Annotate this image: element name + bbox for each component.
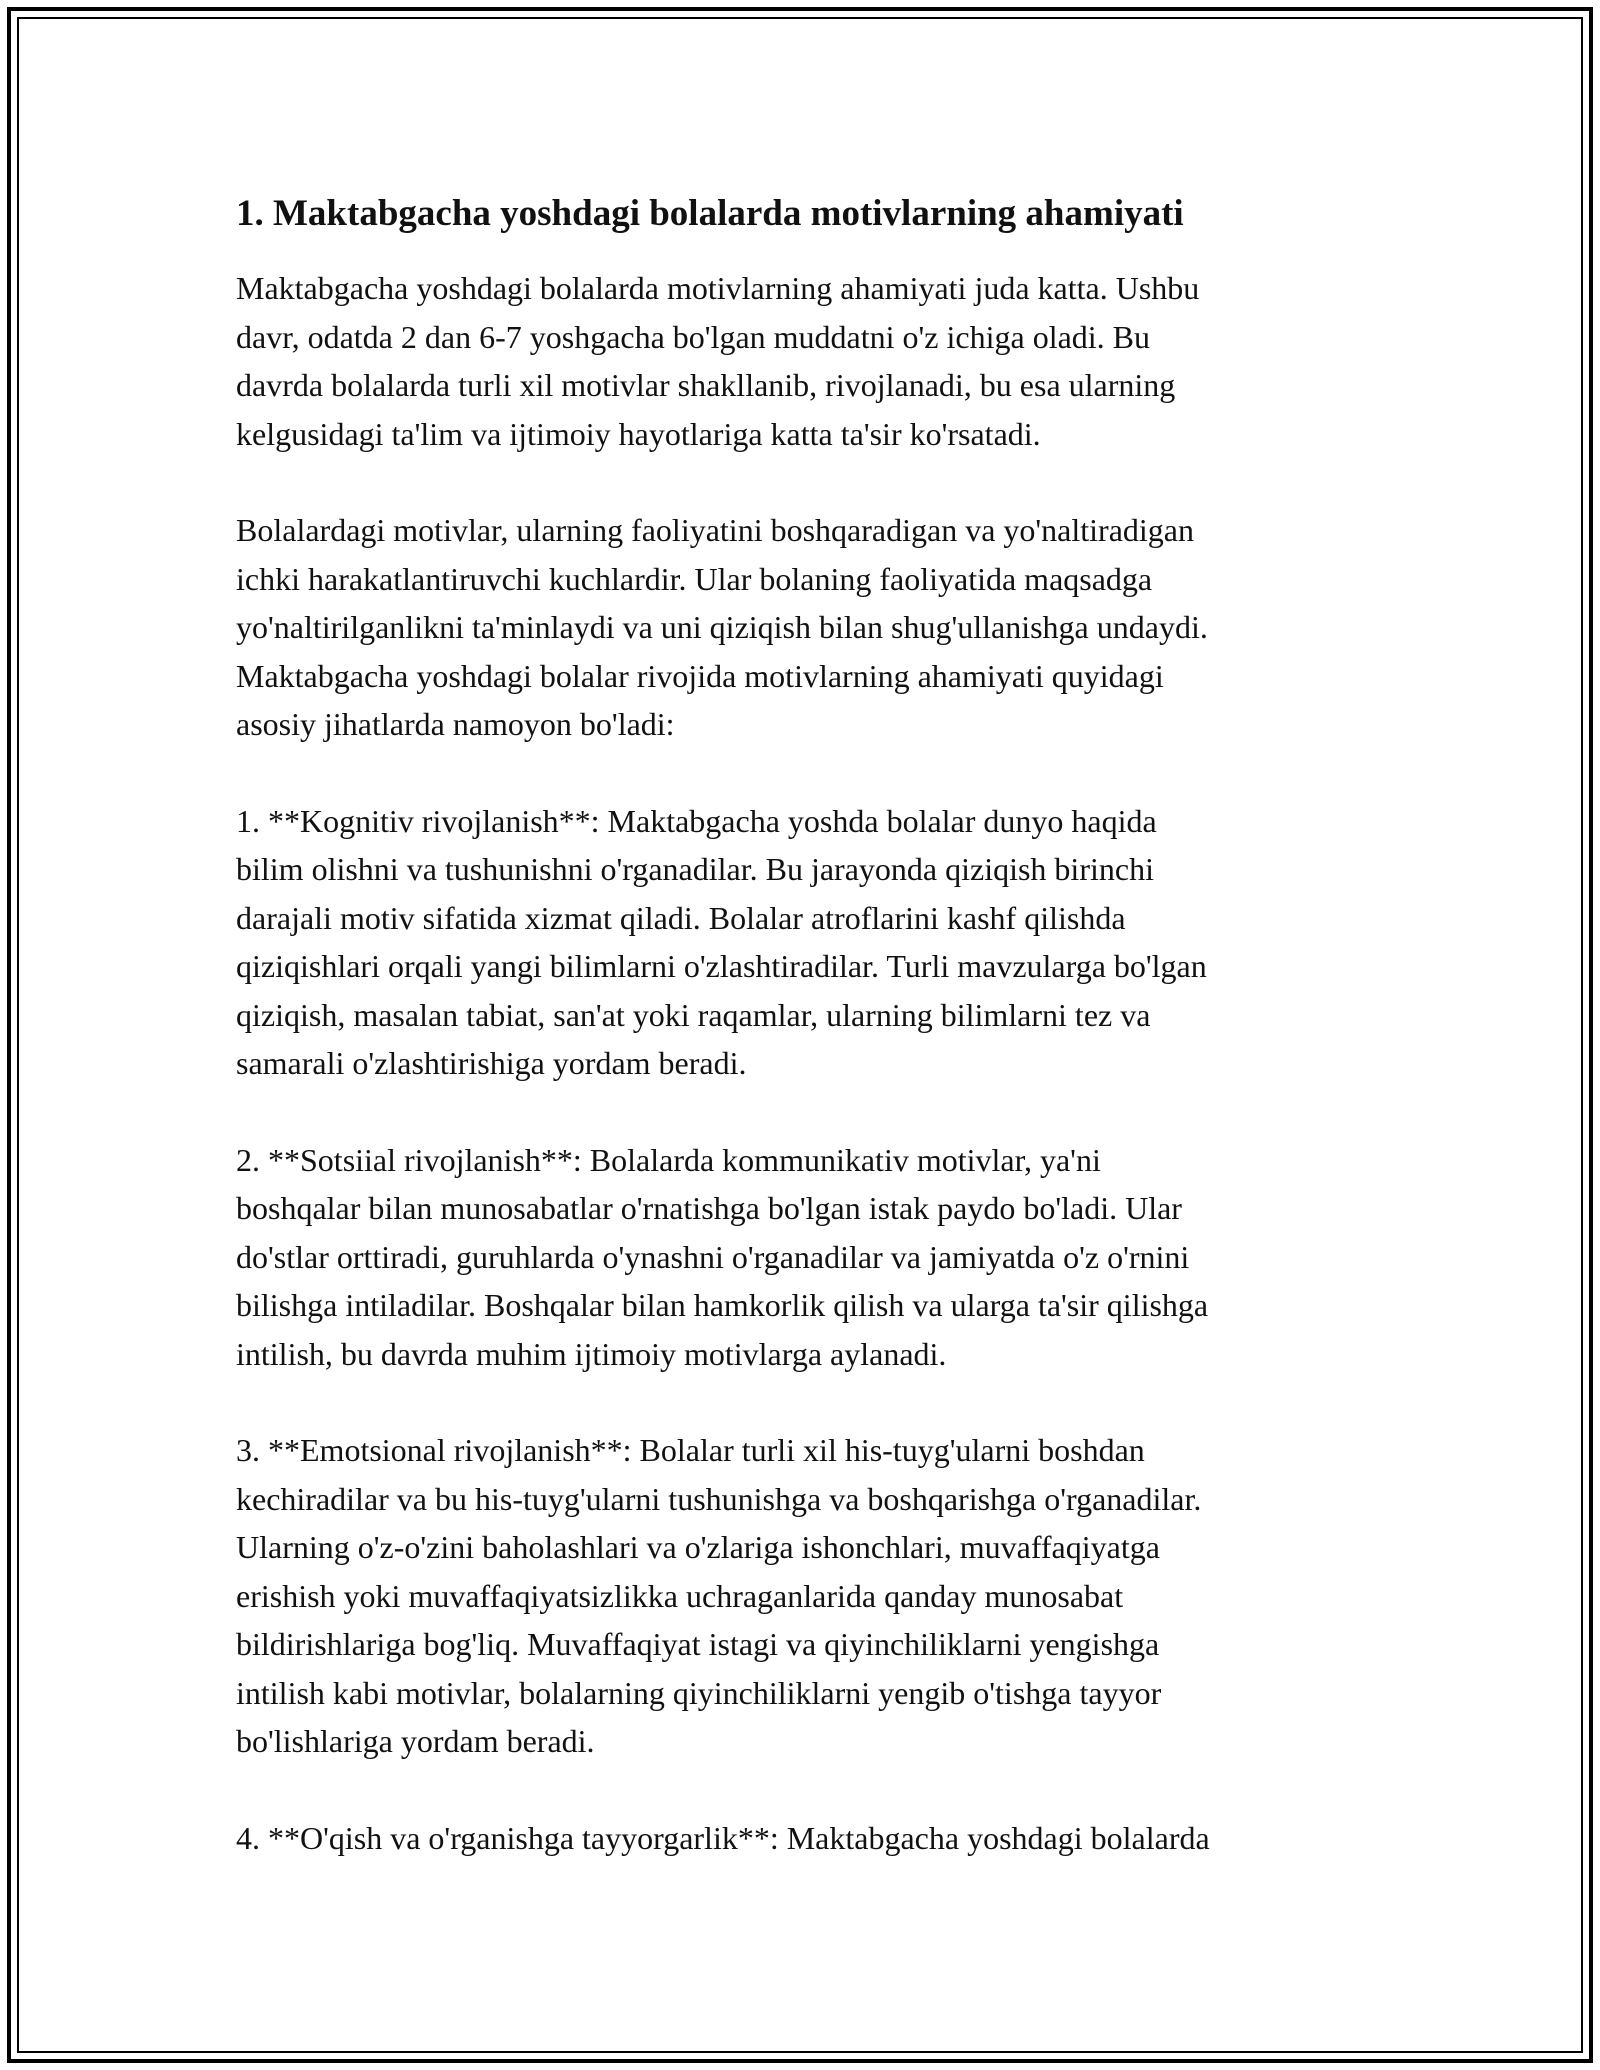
paragraph-learning-readiness: 4. **O'qish va o'rganishga tayyorgarlik**: Maktabgacha yoshdagi bolalarda — [236, 1819, 1210, 1856]
paragraph-social: 2. **Sotsiial rivojlanish**: Bolalarda kommunikativ motivlar, ya'ni boshqalar bilan munosabatlar o'rnatishga bo'lgan istak paydo bo'ladi. Ular do'stlar orttiradi, guruhlarda o'ynashni o'rganadilar va jamiyatda o'z o'rnini bilishga intiladilar. Boshqalar bilan hamkorlik qilish va ularga ta'sir qilishga intilish, bu davrda muhim ijtimoiy motivlarga aylanadi. — [236, 1141, 1209, 1372]
paragraph-motives: Bolalardagi motivlar, ularning faoliyatini boshqaradigan va yo'naltiradigan ichki harakatlantiruvchi kuchlardir. Ular bolaning faoliyatida maqsadga yo'naltirilganlikni ta'minlaydi va uni qiziqish bilan shug'ullanishga undaydi. Maktabgacha yoshdagi bolalar rivojida motivlarning ahamiyati quyidagi asosiy jihatlarda namoyon bo'ladi: — [236, 512, 1208, 742]
paragraph-cognitive: 1. **Kognitiv rivojlanish**: Maktabgacha yoshda bolalar dunyo haqida bilim olishni va tushunishni o'rganadilar. Bu jarayonda qiziqish birinchi darajali motiv sifatida xizmat qiladi. Bolalar atroflarini kashf qilishda qiziqishlari orqali yangi bilimlarni o'zlashtiradilar. Turli mavzularga bo'lgan qiziqish, masalan tabiat, san'at yoki raqamlar, ularning bilimlarni tez va samarali o'zlashtirishiga yordam beradi. — [236, 802, 1207, 1081]
section-title: 1. Maktabgacha yoshdagi bolalarda motivlarning ahamiyati — [236, 193, 1184, 234]
paragraph-emotional: 3. **Emotsional rivojlanish**: Bolalar turli xil his-tuyg'ularni boshdan kechiradilar va bu his-tuyg'ularni tushunishga va boshqarishga o'rganadilar. Ularning o'z-o'zini baholashlari va o'zlariga ishonchlari, muvaffaqiyatga erishish yoki muvaffaqiyatsizlikka uchraganlarida qanday munosabat bildirishlariga bog'liq. Muvaffaqiyat istagi va qiyinchiliklarni yengishga intilish kabi motivlar, bolalarning qiyinchiliklarni yengib o'tishga tayyor bo'lishlariga yordam beradi. — [236, 1432, 1202, 1759]
paragraph-intro: Maktabgacha yoshdagi bolalarda motivlarning ahamiyati juda katta. Ushbu davr, odatda 2 dan 6-7 yoshgacha bo'lgan muddatni o'z ichiga oladi. Bu davrda bolalarda turli xil motivlar shakllanib, rivojlanadi, bu esa ularning kelgusidagi ta'lim va ijtimoiy hayotlariga katta ta'sir ko'rsatadi. — [236, 270, 1200, 452]
document-body — [236, 186, 1376, 1862]
